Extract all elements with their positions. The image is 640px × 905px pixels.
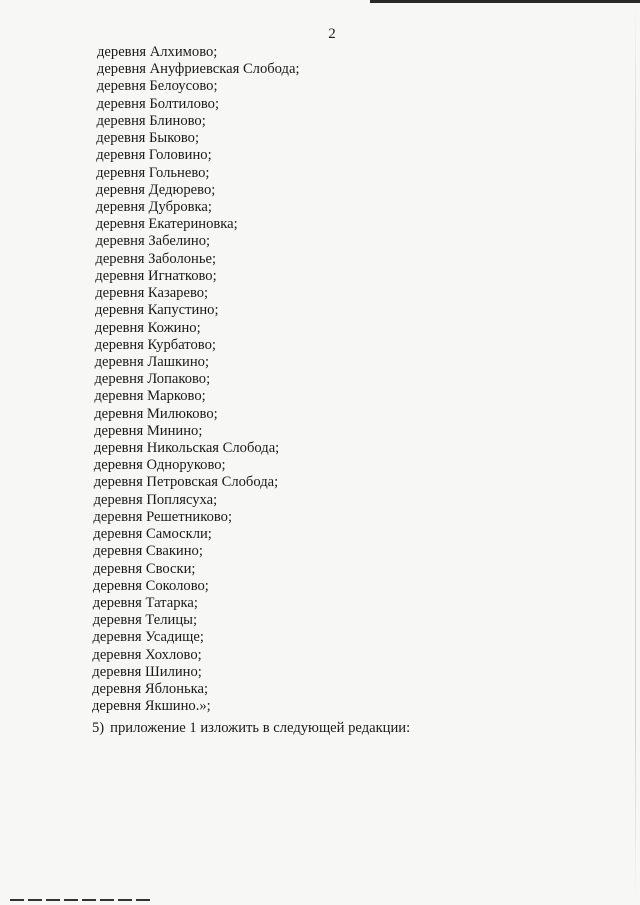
village-list-item: деревня Екатериновка; [95,216,238,233]
village-list-item: деревня Ануфриевская Слобода; [96,61,300,78]
village-list-item: деревня Телицы; [92,612,198,629]
village-list-item: деревня Лопаково; [94,371,211,388]
village-list-item: деревня Алхимово; [97,44,218,60]
village-list-item: деревня Соколово; [92,577,209,594]
village-list-item: деревня Казарево; [95,285,209,302]
village-list-item: деревня Яблонька; [92,681,209,698]
village-list-item: деревня Милюково; [94,405,218,422]
amendment-item-number: 5) [92,720,105,736]
village-list-item: деревня Курбатово; [94,336,216,353]
village-list-item: деревня Быково; [96,130,200,147]
village-list-item: деревня Игнатково; [95,267,217,284]
village-list-item: деревня Татарка; [92,595,198,611]
village-list-item: деревня Гольнево; [96,164,210,181]
village-list-item: деревня Дубровка; [95,198,212,215]
village-list-item: деревня Шилино; [92,663,202,680]
village-list-item: деревня Белоусово; [96,78,218,95]
village-list-item: деревня Одноруково; [93,457,226,474]
village-list-item: деревня Забелино; [95,233,211,250]
village-list-item: деревня Петровская Слобода; [93,474,279,491]
village-list-item: деревня Головино; [96,147,212,164]
village-list-item: деревня Заболонье; [95,250,217,267]
village-list-item: деревня Блиново; [96,112,206,129]
village-list [0,44,300,716]
village-list-item: деревня Решетниково; [93,508,233,525]
village-list-item: деревня Минино; [94,422,203,439]
village-list-item: деревня Никольская Слобода; [94,440,280,457]
amendment-item-text: приложение 1 изложить в следующей редакции: [110,720,411,736]
village-list-item: деревня Самоскли; [93,526,212,543]
village-list-item: деревня Лашкино; [94,353,210,370]
village-list-item: деревня Дедюрево; [95,181,216,198]
village-list-item: деревня Свакино; [93,543,203,560]
village-list-item: деревня Кожино; [94,319,201,336]
village-list-item: деревня Болтилово; [96,95,220,112]
scan-artifact-edge [635,0,636,905]
village-list-item: деревня Поплясуха; [93,491,218,508]
village-list-item: деревня Хохлово; [92,646,202,663]
village-list-item: деревня Капустино; [95,302,219,319]
village-list-item: деревня Усадище; [92,629,204,646]
scan-artifact-top [370,0,640,3]
amendment-item [92,720,410,737]
village-list-item: деревня Марково; [94,388,206,405]
village-list-item: деревня Якшино.»; [92,698,211,715]
scan-artifact-bottom [10,899,150,901]
page-number: 2 [328,26,336,42]
village-list-item: деревня Своски; [93,560,196,577]
